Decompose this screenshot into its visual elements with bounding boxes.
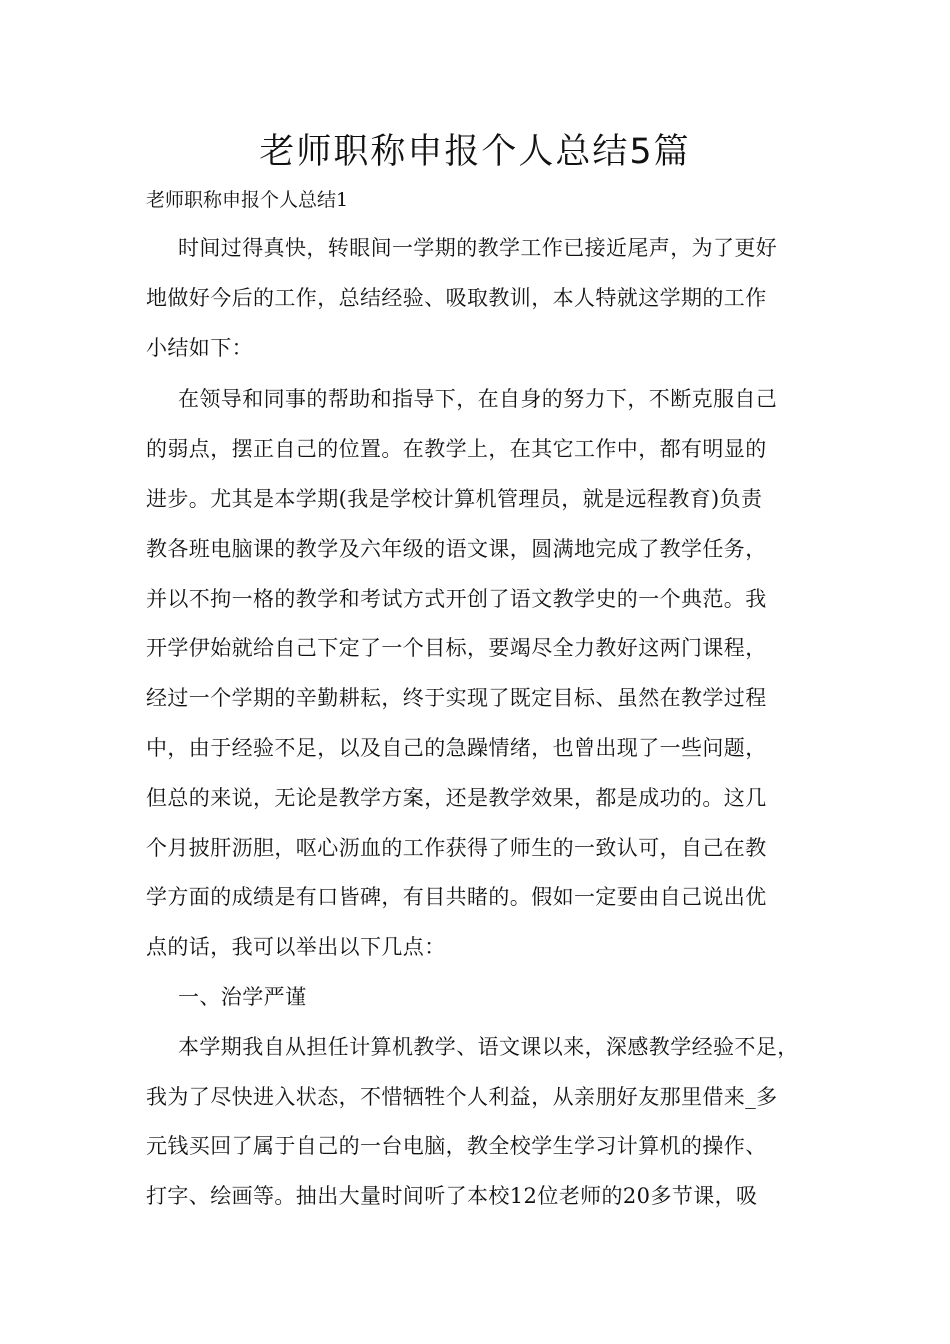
paragraph-line: 经过一个学期的辛勤耕耘，终于实现了既定目标、虽然在教学过程 (146, 686, 767, 710)
paragraph-line: 我为了尽快进入状态，不惜牺牲个人利益，从亲朋好友那里借来_多 (146, 1085, 778, 1109)
paragraph-line: 但总的来说，无论是教学方案，还是教学效果，都是成功的。这几 (146, 786, 767, 810)
paragraph-line: 打字、绘画等。抽出大量时间听了本校12位老师的20多节课，吸 (146, 1184, 758, 1208)
paragraph-line: 个月披肝沥胆，呕心沥血的工作获得了师生的一致认可，自己在教 (146, 836, 767, 860)
paragraph-line: 地做好今后的工作，总结经验、吸取教训，本人特就这学期的工作 (146, 286, 767, 310)
paragraph-line: 开学伊始就给自己下定了一个目标，要竭尽全力教好这两门课程， (146, 636, 767, 660)
document-title: 老师职称申报个人总结5篇 (259, 132, 691, 172)
paragraph-line: 中，由于经验不足，以及自己的急躁情绪，也曾出现了一些问题， (146, 736, 767, 760)
paragraph-line: 学方面的成绩是有口皆碑，有目共睹的。假如一定要由自己说出优 (146, 885, 767, 909)
paragraph-line: 并以不拘一格的教学和考试方式开创了语文教学史的一个典范。我 (146, 587, 767, 611)
paragraph-line: 进步。尤其是本学期(我是学校计算机管理员，就是远程教育)负责 (146, 487, 763, 511)
paragraph-line: 元钱买回了属于自己的一台电脑，教全校学生学习计算机的操作、 (146, 1134, 767, 1158)
paragraph-line: 时间过得真快，转眼间一学期的教学工作已接近尾声，为了更好 (178, 236, 778, 260)
paragraph-line: 教各班电脑课的教学及六年级的语文课，圆满地完成了教学任务， (146, 537, 767, 561)
paragraph-line: 在领导和同事的帮助和指导下，在自身的努力下，不断克服自己 (178, 387, 778, 411)
paragraph-line: 小结如下： (146, 336, 253, 360)
section-heading: 一、治学严谨 (178, 985, 307, 1009)
paragraph-line: 本学期我自从担任计算机教学、语文课以来，深感教学经验不足， (178, 1035, 799, 1059)
paragraph-line: 的弱点，摆正自己的位置。在教学上，在其它工作中，都有明显的 (146, 437, 767, 461)
section-subtitle: 老师职称申报个人总结1 (146, 189, 349, 211)
paragraph-line: 点的话，我可以举出以下几点： (146, 935, 446, 959)
